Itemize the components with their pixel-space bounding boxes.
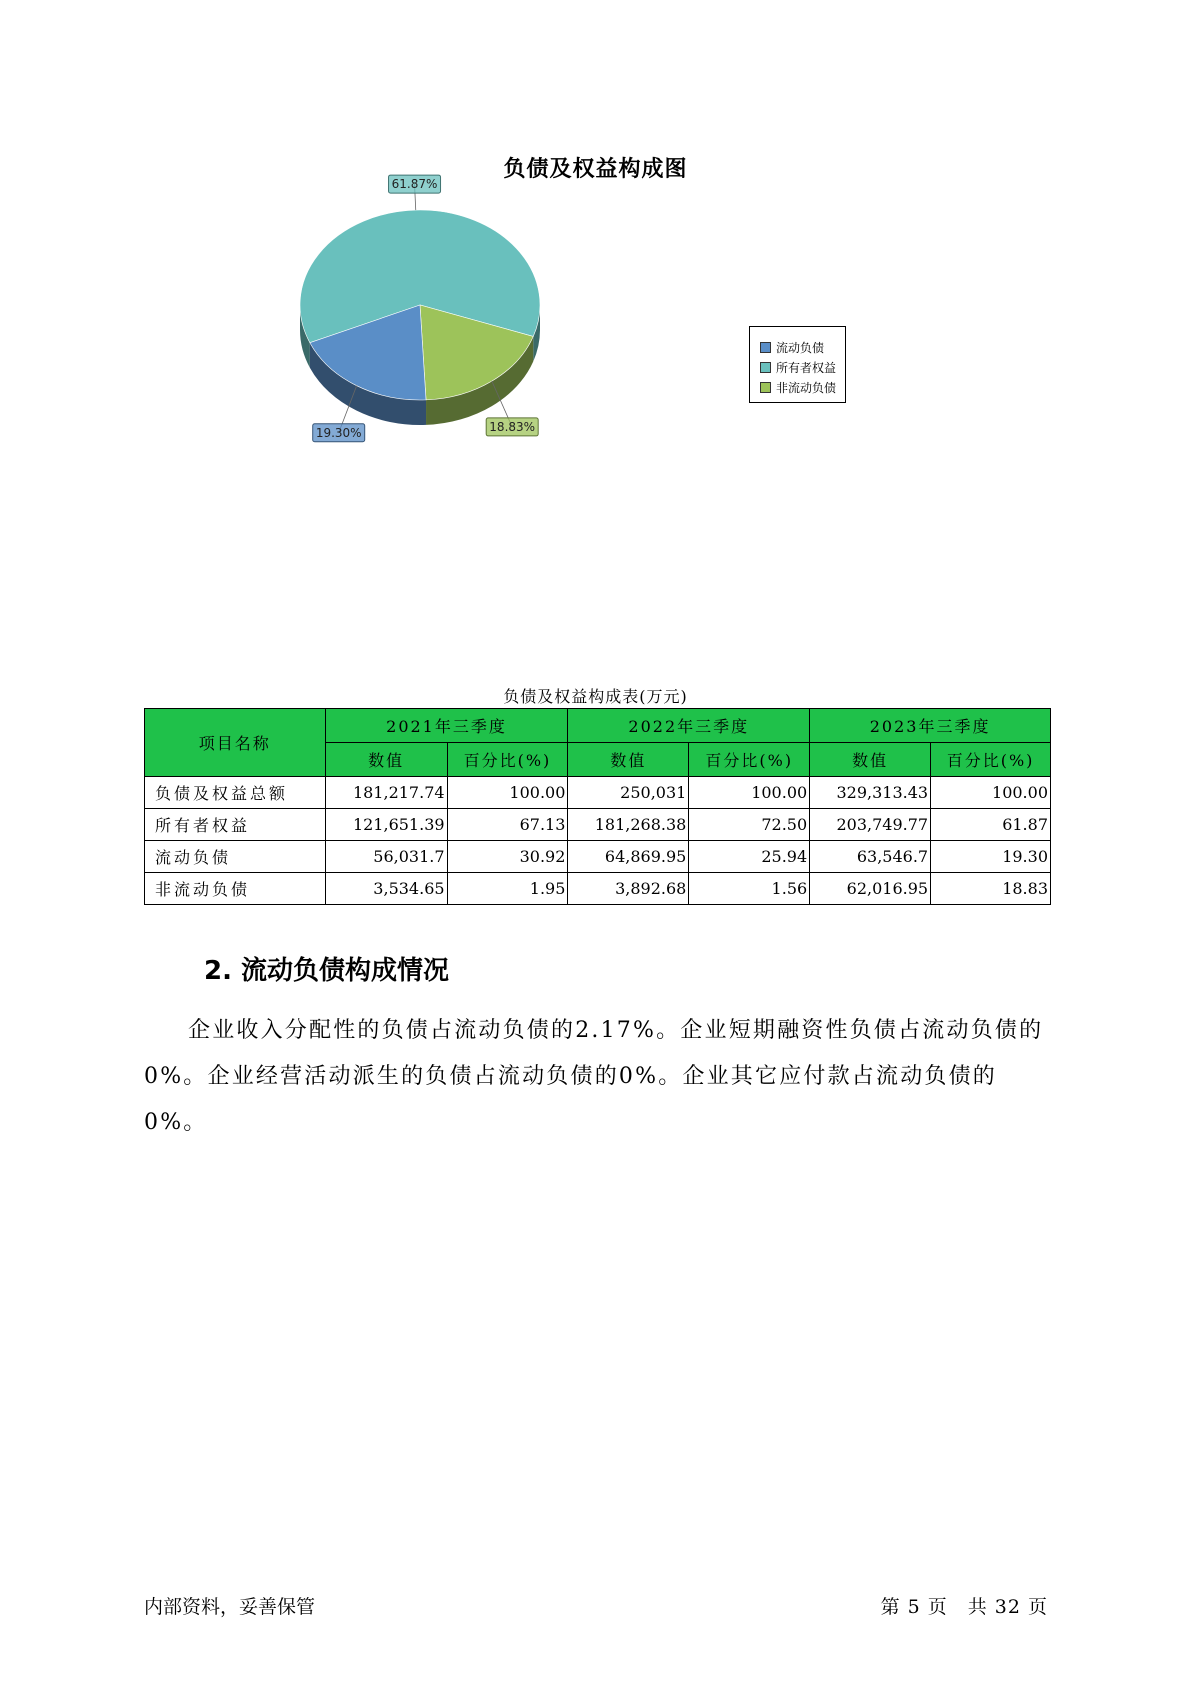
legend-label: 流动负债: [776, 340, 825, 355]
table-cell: 67.13: [447, 809, 568, 841]
header-percent: 百分比(%): [447, 743, 568, 777]
row-label: 非流动负债: [145, 873, 326, 905]
table-cell: 19.30: [931, 841, 1051, 873]
table-cell: 30.92: [447, 841, 568, 873]
liabilities-equity-table: [144, 708, 1051, 905]
legend-item: [760, 357, 845, 377]
table-row: [145, 809, 1051, 841]
row-label: 流动负债: [145, 841, 326, 873]
table-cell: 100.00: [931, 777, 1051, 809]
body-paragraph: 企业收入分配性的负债占流动负债的2.17%。企业短期融资性负债占流动负债的0%。企业经营活动派生的负债占流动负债的0%。企业其它应付款占流动负债的0%。: [144, 1018, 1044, 1135]
header-value: 数值: [810, 743, 931, 777]
table-cell: 56,031.7: [325, 841, 447, 873]
pie-chart: [250, 177, 580, 470]
table-cell: 181,217.74: [325, 777, 447, 809]
legend-label: 所有者权益: [776, 360, 837, 375]
header-period: 2023年三季度: [810, 709, 1051, 743]
table-cell: 121,651.39: [325, 809, 447, 841]
table-cell: 62,016.95: [810, 873, 931, 905]
table-cell: 64,869.95: [568, 841, 689, 873]
table-row: [145, 777, 1051, 809]
header-percent: 百分比(%): [931, 743, 1051, 777]
legend-item: [760, 377, 845, 397]
pie-data-label: 19.30%: [315, 425, 362, 440]
legend-label: 非流动负债: [776, 380, 837, 395]
legend-swatch: [760, 342, 771, 353]
table-cell: 100.00: [447, 777, 568, 809]
table-cell: 18.83: [931, 873, 1051, 905]
table-row: [145, 873, 1051, 905]
table-cell: 25.94: [689, 841, 810, 873]
header-period: 2021年三季度: [325, 709, 568, 743]
header-value: 数值: [568, 743, 689, 777]
footer-confidential: 内部资料，妥善保管: [144, 1596, 316, 1618]
table-cell: 100.00: [689, 777, 810, 809]
pie-data-label: 61.87%: [391, 177, 438, 192]
chart-legend: [749, 326, 846, 403]
row-label: 负债及权益总额: [145, 777, 326, 809]
table-cell: 72.50: [689, 809, 810, 841]
table-cell: 63,546.7: [810, 841, 931, 873]
header-percent: 百分比(%): [689, 743, 810, 777]
header-item-name: 项目名称: [145, 709, 326, 777]
table-cell: 1.95: [447, 873, 568, 905]
section-heading: 2. 流动负债构成情况: [204, 956, 450, 986]
chart-title: 负债及权益构成图: [503, 157, 688, 182]
pie-data-label: 18.83%: [489, 419, 536, 434]
table-cell: 250,031: [568, 777, 689, 809]
table-cell: 329,313.43: [810, 777, 931, 809]
legend-swatch: [760, 362, 771, 373]
table-cell: 1.56: [689, 873, 810, 905]
header-period: 2022年三季度: [568, 709, 810, 743]
header-value: 数值: [325, 743, 447, 777]
footer-page-number: 第 5 页 共 32 页: [880, 1596, 1048, 1618]
row-label: 所有者权益: [145, 809, 326, 841]
table-cell: 181,268.38: [568, 809, 689, 841]
legend-item: [760, 337, 845, 357]
table-caption: 负债及权益构成表(万元): [503, 687, 688, 706]
table-cell: 203,749.77: [810, 809, 931, 841]
table-cell: 3,534.65: [325, 873, 447, 905]
table-cell: 3,892.68: [568, 873, 689, 905]
table-row: [145, 841, 1051, 873]
legend-swatch: [760, 382, 771, 393]
table-cell: 61.87: [931, 809, 1051, 841]
